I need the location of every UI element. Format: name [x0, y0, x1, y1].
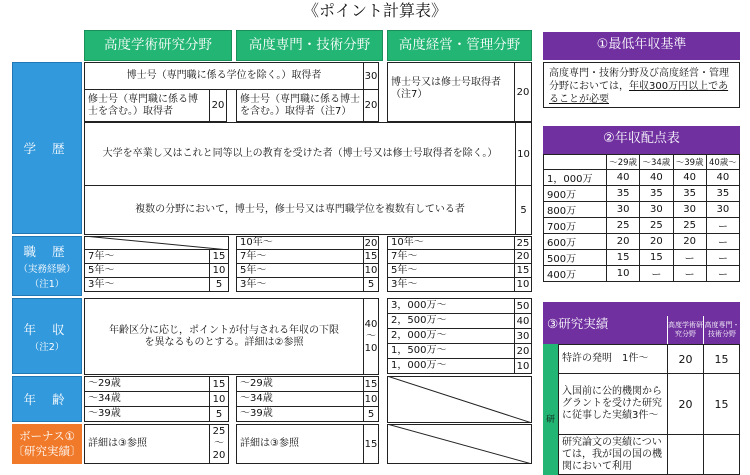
career-management-label-2: 5年～	[387, 263, 515, 278]
income-pts-tilde: ～	[366, 330, 376, 342]
age-technical-label-1: ～34歳	[236, 391, 364, 407]
income-table-row	[544, 186, 740, 202]
research-header-academic: 高度学術研究分野	[667, 316, 703, 344]
age-technical-pts-2: 5	[363, 406, 379, 422]
career-technical-pts-1: 15	[364, 251, 378, 262]
income-management-pts-3: 20	[514, 343, 532, 359]
income-table-header-row	[544, 155, 740, 170]
income-table-title: ②年収配点表	[543, 126, 740, 154]
income-table-header-0	[544, 155, 607, 170]
income-desc: 年齢区分に応じ，ポイントが付与される年収の下限を異なるものとする。詳細は②参照	[84, 298, 364, 375]
research-title: ③研究実績	[547, 316, 609, 331]
career-management-label-1: 7年～	[387, 249, 515, 264]
income-table-points: 35	[673, 186, 706, 202]
row-header-bonus1	[12, 424, 82, 464]
header-academic: 高度学術研究分野	[84, 30, 232, 61]
career-technical-label-2: 5年～	[236, 263, 364, 278]
income-pts-top: 40	[364, 318, 378, 330]
income-table-points: 15	[607, 250, 640, 266]
income-table-points: ー	[640, 266, 673, 282]
income-management-pts-1: 40	[514, 313, 532, 329]
min-income-note	[543, 62, 740, 108]
research-item-text-0: 特許の発明 1件～	[558, 344, 668, 374]
career-management-label-3: 3年～	[387, 277, 515, 292]
income-table-row	[544, 170, 740, 186]
research-item-text-1: 入国前に公的機関からグラントを受けた研究に従事した実績3件～	[558, 373, 668, 435]
row-header-age	[12, 376, 82, 422]
age-management-diagonal	[387, 376, 532, 423]
min-income-text: 高度専門・技術分野及び高度経営・管理分野においては，	[549, 68, 729, 92]
income-management-pts-0: 50	[514, 298, 532, 314]
bonus-academic-detail: 詳細は③参照	[84, 424, 210, 464]
income-table-row	[544, 250, 740, 266]
income-table-points: ー	[706, 234, 739, 250]
income-table-points: 30	[673, 202, 706, 218]
income-management-pts-4: 10	[514, 358, 532, 374]
income-table-amount: 800万	[544, 202, 607, 218]
row-label-career: 職 歴	[23, 244, 71, 259]
income-table-amount: 400万	[544, 266, 607, 282]
income-table-amount: 500万	[544, 250, 607, 266]
edu-master-academic-pts: 20	[209, 89, 227, 122]
research-header-technical: 高度専門・技術分野	[703, 316, 740, 344]
income-table-points: 20	[673, 234, 706, 250]
research-item-ac-0: 20	[667, 344, 704, 374]
research-side-label: 研	[543, 344, 558, 475]
age-academic-label-0: ～29歳	[84, 376, 210, 392]
income-table-points: 25	[640, 218, 673, 234]
career-technical-label-3: 3年～	[236, 277, 364, 292]
research-item-tech-0: 15	[703, 344, 740, 374]
income-management-label-2: 2，000万～	[387, 328, 515, 344]
income-table-row	[544, 266, 740, 282]
edu-bachelor-pts: 10	[515, 122, 532, 186]
income-table-amount: 900万	[544, 186, 607, 202]
income-table-points: 10	[607, 266, 640, 282]
edu-master-technical-text: 修士号（専門職に係る博士を含む。）取得者（注7）	[236, 89, 364, 122]
page-title: 《ポイント計算表》	[302, 1, 447, 20]
income-table-points: 40	[706, 170, 739, 186]
income-table-points: 15	[640, 250, 673, 266]
row-label-education: 学 歴	[23, 141, 71, 156]
career-academic-diagonal	[84, 236, 229, 250]
income-table-points: 40	[640, 170, 673, 186]
header-technical: 高度専門・技術分野	[236, 30, 383, 61]
row-sublabel-career: （実務経験）	[18, 264, 76, 275]
career-academic-pts-0: 15	[209, 249, 229, 264]
career-technical-label-1: 7年～	[236, 249, 364, 264]
research-item-ac-1: 20	[667, 373, 704, 435]
income-table-points: ー	[673, 250, 706, 266]
income-table-points: 30	[640, 202, 673, 218]
income-table-header-4: 40歳～	[706, 155, 739, 170]
career-academic-pts-2: 5	[209, 277, 229, 292]
career-technical-label-0: 10年～	[236, 236, 364, 250]
age-academic-label-1: ～34歳	[84, 391, 210, 407]
income-table-header-1: ～29歳	[607, 155, 640, 170]
income-table-amount: 1，000万	[544, 170, 607, 186]
income-pts-range	[363, 298, 379, 375]
income-table-points: ー	[673, 266, 706, 282]
income-table-points: 30	[706, 202, 739, 218]
career-management-label-0: 10年～	[387, 236, 515, 250]
income-management-label-3: 1，500万～	[387, 343, 515, 359]
career-academic-label-2: 3年～	[84, 277, 210, 292]
age-academic-pts-0: 15	[209, 376, 229, 392]
income-table-points: 20	[607, 234, 640, 250]
bonus-technical-pts: 15	[363, 424, 379, 464]
research-item-tech-1: 15	[703, 373, 740, 435]
research-item-text-2: 研究論文の実績については，我が国の国の機関において利用	[558, 434, 668, 475]
row-note-career: （注1）	[29, 279, 65, 290]
edu-multiple-text: 複数の分野において，博士号，修士号又は専門職学位を複数有している者	[84, 185, 516, 235]
research-item-tech-2	[703, 434, 740, 475]
income-table-points: ー	[706, 266, 739, 282]
age-academic-pts-1: 10	[209, 391, 229, 407]
income-table-points: 40	[607, 170, 640, 186]
bonus-academic-pts	[209, 424, 229, 464]
income-management-pts-2: 30	[514, 328, 532, 344]
career-management-pts-2: 15	[514, 263, 532, 278]
income-pts-bottom: 10	[364, 342, 378, 354]
income-table-points: 25	[673, 218, 706, 234]
row-header-income	[12, 298, 82, 374]
age-technical-label-2: ～39歳	[236, 406, 364, 422]
income-table-points: ー	[706, 250, 739, 266]
career-academic-label-1: 5年～	[84, 263, 210, 278]
bonus-academic-pts-top: 25	[212, 426, 226, 437]
career-technical-pts-0: 20	[364, 237, 378, 249]
row-header-education	[12, 62, 82, 234]
age-academic-label-2: ～39歳	[84, 406, 210, 422]
row-sublabel-bonus1: 〔研究実績〕	[12, 444, 82, 458]
income-table-points: 35	[706, 186, 739, 202]
min-income-title: ①最低年収基準	[543, 32, 740, 60]
age-technical-pts-0: 15	[363, 376, 379, 392]
edu-doctor-pts: 30	[363, 62, 379, 90]
income-management-label-0: 3，000万～	[387, 298, 515, 314]
edu-management-text: 博士号又は修士号取得者（注7）	[387, 62, 515, 122]
income-table-points: 30	[607, 202, 640, 218]
income-table-row	[544, 234, 740, 250]
age-technical-label-0: ～29歳	[236, 376, 364, 392]
career-technical-pts-2: 10	[364, 265, 378, 276]
career-management-pts-0: 25	[514, 236, 532, 250]
income-table-points: ー	[706, 218, 739, 234]
career-academic-pts-1: 10	[209, 263, 229, 278]
income-table-points: 40	[673, 170, 706, 186]
age-academic-pts-2: 5	[209, 406, 229, 422]
edu-management-pts: 20	[514, 62, 532, 122]
income-table-header-3: ～39歳	[673, 155, 706, 170]
row-note-income: （注2）	[29, 341, 65, 353]
edu-multiple-pts: 5	[515, 185, 532, 235]
career-academic-label-0: 7年～	[84, 249, 210, 264]
income-table-points: 25	[607, 218, 640, 234]
age-technical-pts-1: 10	[363, 391, 379, 407]
row-header-career	[12, 236, 82, 296]
edu-master-academic-text: 修士号（専門職に係る博士を含む。）取得者	[84, 89, 210, 122]
edu-master-technical-pts: 20	[363, 89, 379, 122]
bonus-academic-pts-bottom: 20	[212, 450, 226, 461]
income-management-label-1: 2，500万～	[387, 313, 515, 329]
income-table-amount: 600万	[544, 234, 607, 250]
income-table-row	[544, 218, 740, 234]
edu-bachelor-text: 大学を卒業し又はこれと同等以上の教育を受けた者（博士号又は修士号取得者を除く。）	[84, 122, 516, 186]
income-table-header-2: ～34歳	[640, 155, 673, 170]
income-management-label-4: 1，000万～	[387, 358, 515, 374]
bonus-technical-detail: 詳細は③参照	[236, 424, 364, 464]
header-management: 高度経営・管理分野	[387, 30, 532, 61]
research-item-ac-2	[667, 434, 704, 475]
career-management-pts-1: 20	[514, 249, 532, 264]
income-table-points: 35	[640, 186, 673, 202]
career-technical-pts-3: 5	[363, 277, 379, 292]
bonus-academic-pts-tilde: ～	[214, 438, 224, 449]
income-table-points: 35	[607, 186, 640, 202]
income-table-points: 20	[640, 234, 673, 250]
income-table-row	[544, 202, 740, 218]
income-table	[543, 154, 740, 282]
career-management-pts-3: 10	[514, 277, 532, 292]
edu-doctor-text: 博士号（専門職に係る学位を除く。）取得者	[84, 62, 364, 90]
min-income-underlined: 年収300万円以上であることが必要	[549, 81, 729, 105]
income-table-amount: 700万	[544, 218, 607, 234]
row-label-age: 年 齢	[23, 392, 71, 407]
row-label-bonus1: ボーナス①	[19, 429, 75, 443]
bonus-management-diagonal	[387, 424, 532, 464]
row-label-income: 年 収	[23, 321, 71, 337]
